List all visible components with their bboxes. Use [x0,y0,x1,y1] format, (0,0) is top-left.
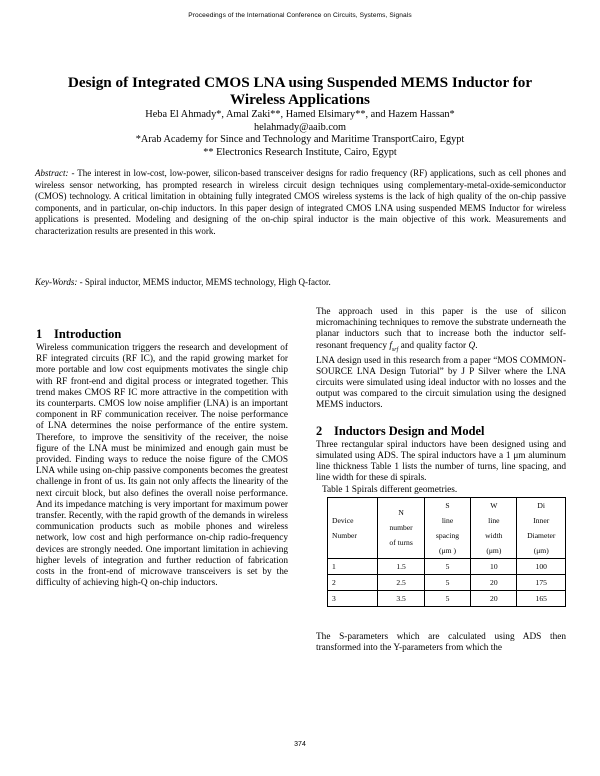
keywords-label: Key-Words: [35,277,78,287]
affiliation-2: ** Electronics Research Institute, Cairo, Egypt [203,146,397,158]
introduction-paragraph: Wireless communication triggers the research and development of RF integrated circuits (RF IC), and the rapid growing market for more portable and low cost equipments motivates the single chip with RF front-end and digital process or integrated together. This trend makes CMOS RF IC more attractive in the competition with its counterparts. CMOS low noise amplifier (LNA) is an important component in RF communication receiver. The noise performance of LNA determines the noise performance of the entire system. Therefore, to improve the sensitivity of the receiver, the noise figure of the LNA must be minimized and enough gain must be provided. Finding ways to reduce the noise figure of the CMOS LNA while using on-chip passive components becomes the greatest challenge in front of us. Its gain not only affects the linearity of the next circuit block, but also defines the overall noise performance. And its impedance matching is very important for maximum power transfer. Recently, with the rapid growth of the demands in wireless communication products such as mobile phones and wireless network, low cost and high performance on-chip radio-frequency devices are strongly needed. One important limitation in achieving higher levels of integration and further reduction of fabrication costs in the front-end of microwave transceivers is set by the difficulty of achieving high-Q on-chip inductors. [36,343,288,589]
keywords [35,277,566,289]
spirals-table [327,497,566,607]
table-header-row [328,497,566,558]
lna-design-paragraph: LNA design used in this research from a paper “MOS COMMON-SOURCE LNA Design Tutorial” by J P Silver where the LNA circuits were simulated using ideal inductor with no losses and the output was compared to the circuit simulation using the designed MEMS inductors. [316,355,566,411]
fsr-subscript: srf [391,346,399,353]
section-title: Introduction [54,327,122,341]
approach-text-b: and quality factor [398,340,469,351]
keywords-text: - Spiral inductor, MEMS inductor, MEMS technology, High Q-factor. [77,277,331,287]
approach-text-c: . [475,340,478,351]
table-cell: 100 [517,558,566,574]
table-caption: Table 1 Spirals different geometries. [322,484,458,495]
table-row [328,590,566,606]
header-cell: W line width (μm) [471,497,517,558]
affiliation-1: *Arab Academy for Since and Technology and Maritime TransportCairo, Egypt [135,134,465,146]
table-cell: 5 [424,574,470,590]
inductors-paragraph: Three rectangular spiral inductors have been designed using and simulated using ADS. The spiral inductors have a 1 μm aluminum line thickness Table 1 lists the number of turns, line spacing, and line width for these di spirals. [316,439,566,484]
section-number: 1 [36,327,43,341]
conference-header: Proceedings of the International Conference on Circuits, Systems, Signals [188,12,412,19]
table-cell: 1.5 [378,558,424,574]
author-names: Heba El Ahmady*, Amal Zaki**, Hamed Elsimary**, and Hazem Hassan* [145,109,455,120]
paper-title: Design of Integrated CMOS LNA using Suspended MEMS Inductor for Wireless Applications [67,74,533,108]
table-cell: 20 [471,574,517,590]
fsr-symbol: f [389,340,392,351]
header-cell: Device Number [328,497,378,558]
table-cell: 2 [328,574,378,590]
author-email: helahmady@aaib.com [253,121,347,133]
table-cell: 10 [471,558,517,574]
table-row [328,558,566,574]
section-title: Inductors Design and Model [334,423,485,438]
table-cell: 5 [424,590,470,606]
table-cell: 165 [517,590,566,606]
table-cell: 3.5 [378,590,424,606]
approach-text-a: The approach used in this paper is the use of silicon micromachining techniques to remove the substrate underneath the planar inductors such that to increase both the inductor self-resonant frequency [316,307,566,351]
section-number: 2 [316,423,323,438]
abstract [35,168,566,237]
header-cell: Di Inner Diameter (μm) [517,497,566,558]
section-1-heading [36,327,288,342]
q-symbol: Q [468,340,476,351]
approach-paragraph [316,307,566,356]
table-cell: 2.5 [378,574,424,590]
sparameters-paragraph: The S-parameters which are calculated using ADS then transformed into the Y-parameters from which the [316,631,566,653]
left-column [36,327,288,589]
header-cell: S line spacing (μm ) [424,497,470,558]
abstract-text: - The interest in low-cost, low-power, silicon-based transceiver designs for radio frequency (RF) applications, such as cell phones and wireless sensor networking, has prompted research in wireless circuit design techniques using complementary-metal-oxide-semiconductor (CMOS) technology. A critical limitation in obtaining fully integrated CMOS wireless systems is the lack of high quality of the on-chip passive components, and in particular, on-chip inductors. In this paper design of integrated CMOS LNA using suspended MEMS Inductor for wireless applications is presented. Modeling and designing of the on-chip spiral inductor is the main objective of this work. Measurements and characterization results are presented in this work. [35,168,566,236]
table-cell: 5 [424,558,470,574]
page-number: 374 [294,741,306,748]
table-cell: 20 [471,590,517,606]
table-cell: 3 [328,590,378,606]
table-cell: 175 [517,574,566,590]
section-2-heading [316,424,566,439]
abstract-label: Abstract: [35,168,69,178]
right-column [316,307,566,654]
author-block [40,109,560,159]
table-cell: 1 [328,558,378,574]
header-cell: N number of turns [378,497,424,558]
table-row [328,574,566,590]
